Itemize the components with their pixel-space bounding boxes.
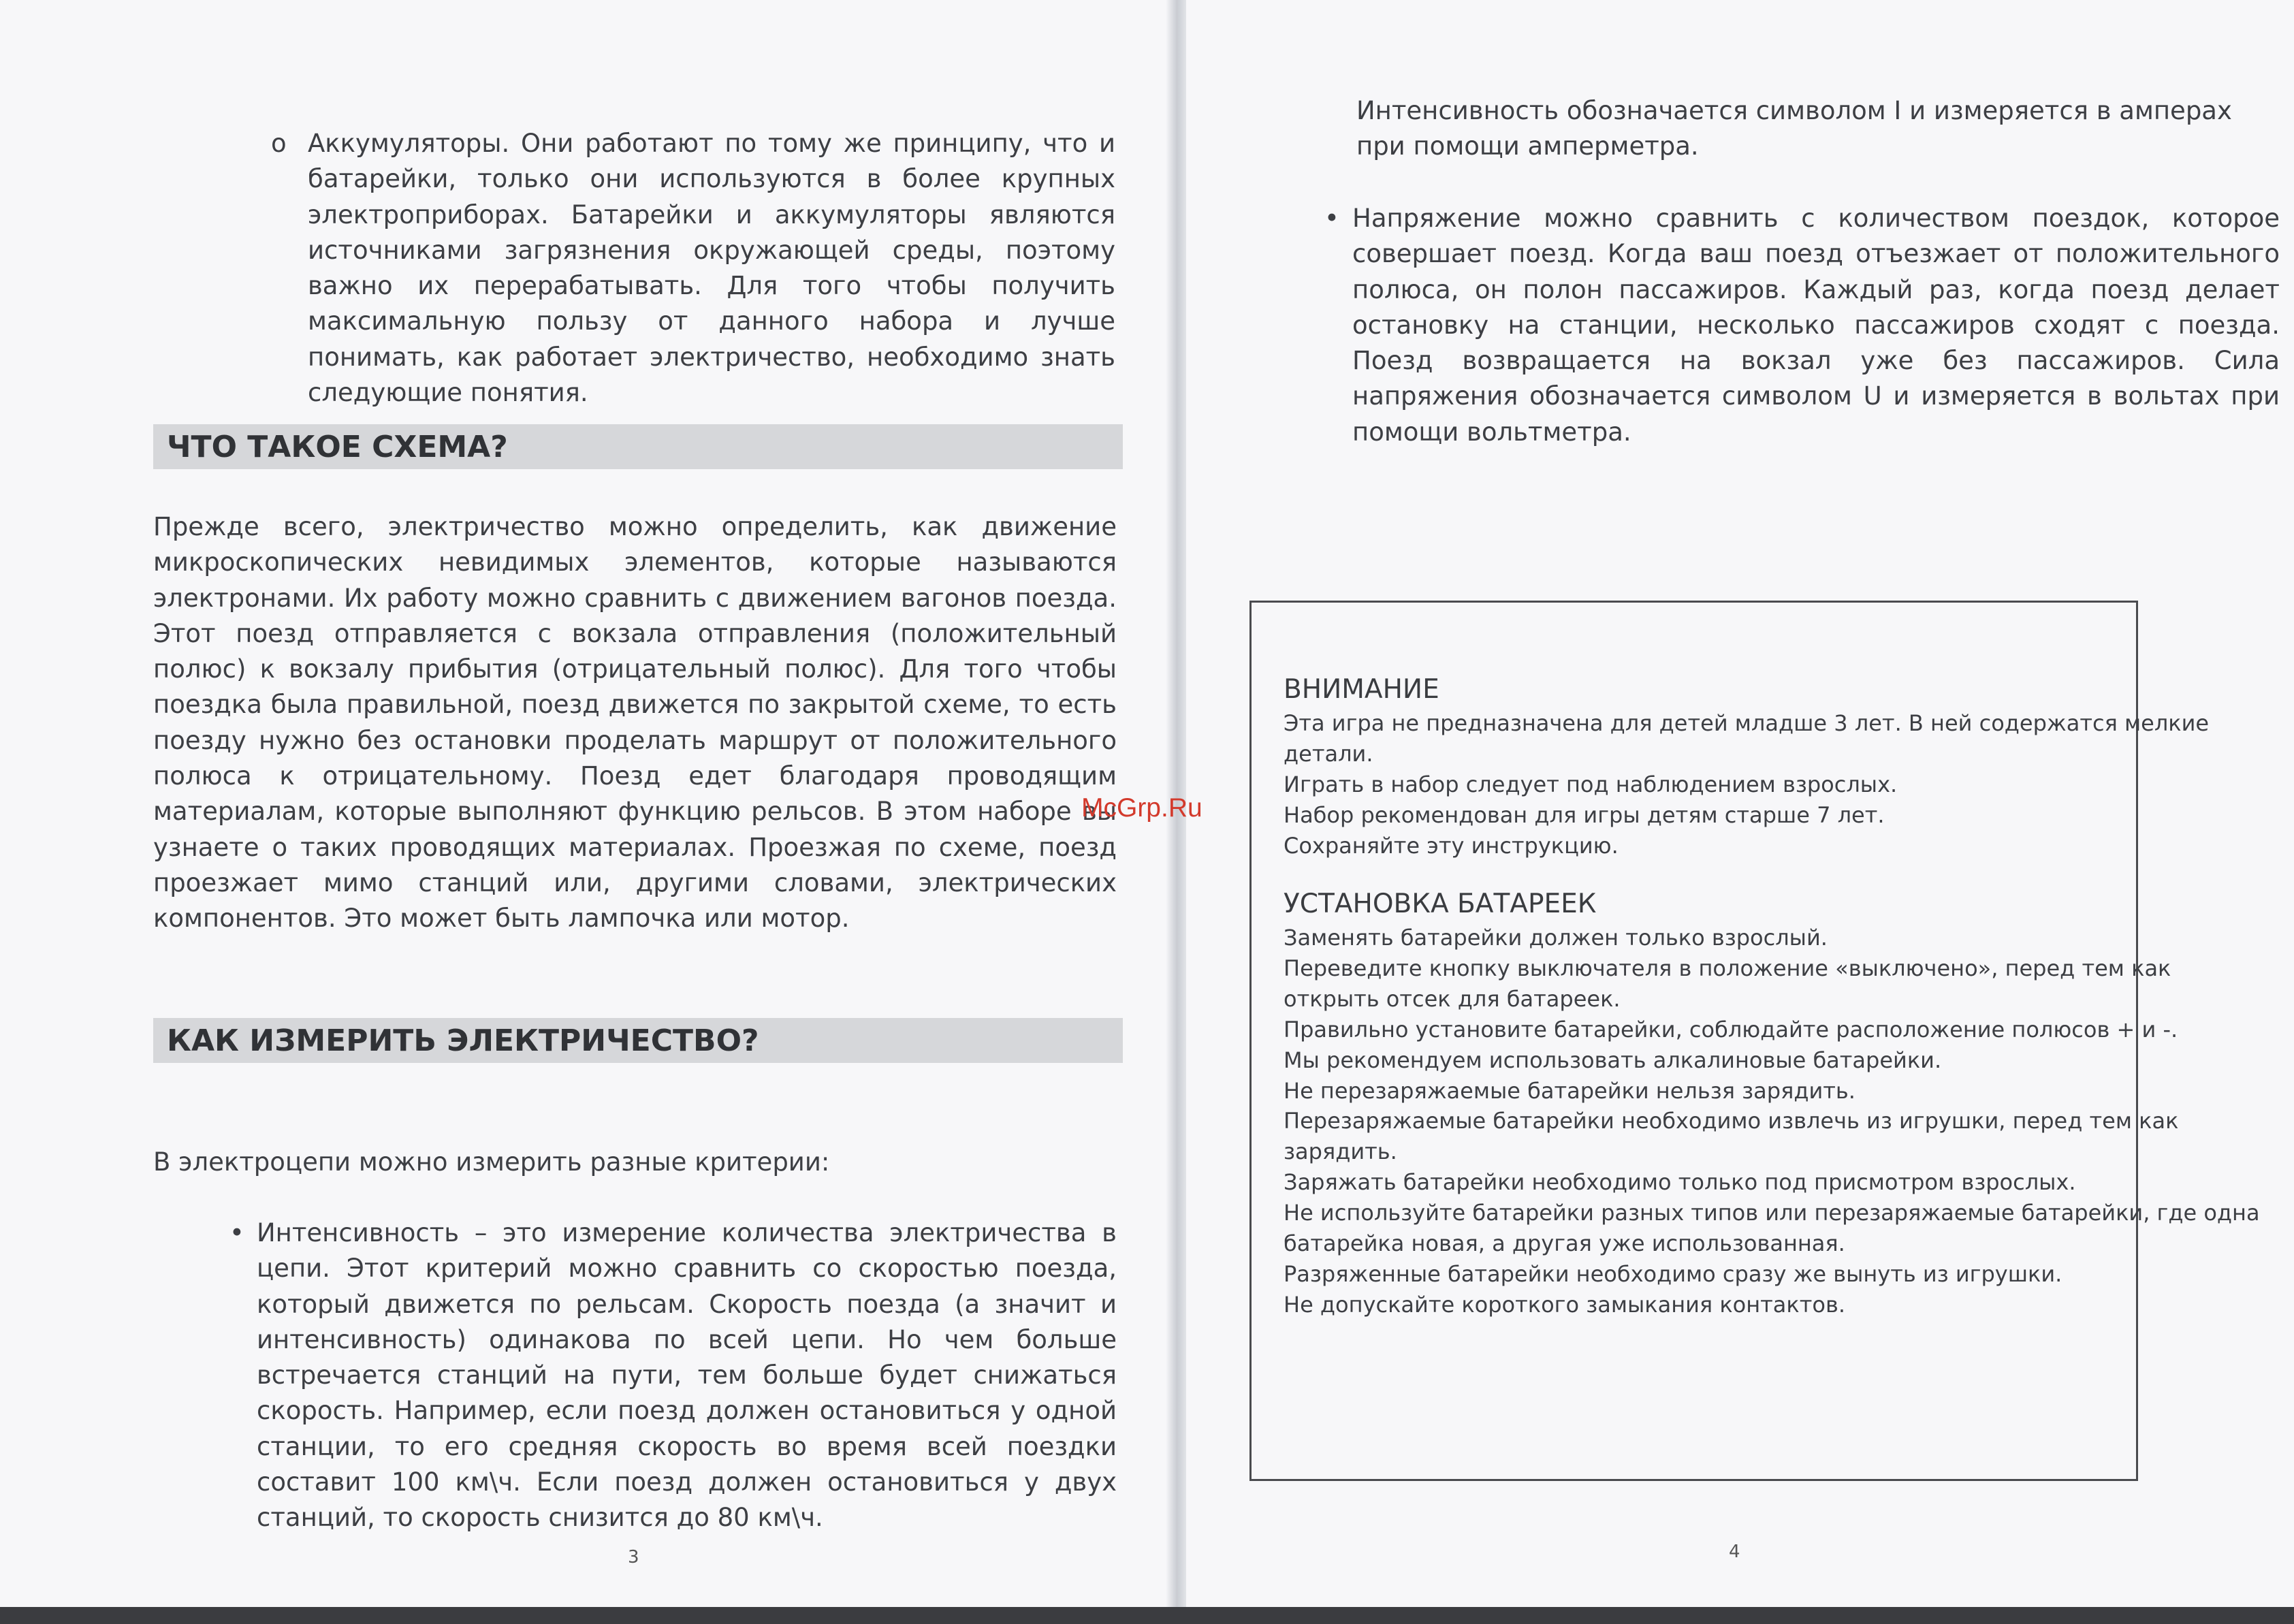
battery-line: Правильно установите батарейки, соблюдайте расположение полюсов + и -. [1284,1016,2178,1042]
warning-line: Эта игра не предназначена для детей младше 3 лет. В ней содержатся мелкие [1284,710,2210,736]
battery-line: открыть отсек для батареек. [1284,985,1621,1012]
watermark-logo: McGrp.Ru [1081,793,1202,823]
battery-installation-lines [1284,923,2260,1320]
warning-title: ВНИМАНИЕ [1284,674,1439,705]
battery-line: Мы рекомендуем использовать алкалиновые батарейки. [1284,1047,1942,1073]
warning-line: Набор рекомендован для игры детям старше 7 лет. [1284,801,1885,828]
batteries-paragraph: Аккумуляторы. Они работают по тому же принципу, что и батарейки, только они используются в более крупных электроприборах. Батарейки и аккумуляторы являются источниками загрязнения окружающей среды, поэтому важно их перерабатывать. Для того чтобы получить максимальную пользу от данного набора и лучше понимать, как работает электричество, необходимо знать следующие понятия. [308,129,1115,408]
warning-line: Сохраняйте эту инструкцию. [1284,832,1619,859]
page-number-4: 4 [1729,1542,1740,1562]
circuit-paragraph: Прежде всего, электричество можно определить, как движение микроскопических невидимых элементов, которые называются электронами. Их работу можно сравнить с движением вагонов поезда. Этот поезд отправляется с вокзала отправления (положительный полюс) к вокзалу прибытия (отрицательный полюс). Для того чтобы поездка была правильной, поезд движется по закрытой схеме, то есть поезду нужно без остановки проделать маршрут от положительного полюса к отрицательному. Поезд едет благодаря проводящим материалам, которые выполняют функцию рельсов. В этом наборе вы узнаете о таких проводящих материалах. Проезжая по схеме, поезд проезжает мимо станций или, другими словами, электрических компонентов. Это может быть лампочка или мотор. [153,512,1117,934]
bullet-intensity: • [229,1218,244,1247]
intensity-continued: Интенсивность обозначается символом I и измеряется в амперах при помощи амперметра. [1356,96,2232,161]
battery-line: Не используйте батарейки разных типов или перезаряжаемые батарейки, где одна [1284,1200,2260,1226]
battery-line: Не перезаряжаемые батарейки нельзя зарядить. [1284,1077,1855,1104]
heading-what-is-circuit [153,424,1123,469]
warning-line: детали. [1284,740,1373,767]
battery-line: Заряжать батарейки необходимо только под присмотром взрослых. [1284,1169,2076,1196]
battery-line: Заменять батарейки должен только взрослый. [1284,925,1828,951]
battery-line: Перезаряжаемые батарейки необходимо извлечь из игрушки, перед тем как [1284,1108,2179,1134]
battery-installation-title: УСТАНОВКА БАТАРЕЕК [1284,889,1597,919]
battery-line: Разряженные батарейки необходимо сразу же вынуть из игрушки. [1284,1260,2062,1287]
bullet-voltage: • [1324,204,1339,233]
warning-line: Играть в набор следует под наблюдением взрослых. [1284,771,1898,797]
heading-how-to-measure [153,1018,1123,1063]
page-number-3: 3 [628,1547,639,1567]
battery-line: Переведите кнопку выключателя в положение «выключено», перед тем как [1284,955,2171,981]
heading-what-is-circuit-text: ЧТО ТАКОЕ СХЕМА? [167,429,508,464]
battery-line: зарядить. [1284,1139,1397,1165]
warning-lines [1284,708,2210,861]
measure-intro: В электроцепи можно измерить разные критерии: [153,1147,830,1177]
safety-warning-box [1249,601,2260,1481]
scan-bottom-edge [0,1607,2294,1624]
list-marker-o: o [271,129,287,158]
voltage-paragraph: Напряжение можно сравнить с количеством поездок, которое совершает поезд. Когда ваш поезд отъезжает от положительного полюса, он полон пассажиров. Каждый раз, когда поезд делает остановку на станции, несколько пассажиров сходят с поезда. Поезд возвращается на вокзал уже без пассажиров. Сила напряжения обозначается символом U и измеряется в вольтах при помощи вольтметра. [1352,204,2280,447]
intensity-paragraph: Интенсивность – это измерение количества электричества в цепи. Этот критерий можно сравнить со скоростью поезда, который движется по рельсам. Скорость поезда (а значит и интенсивность) одинакова по всей цепи. Но чем больше встречается станций на пути, тем больше будет снижаться скорость. Например, если поезд должен остановиться у одной станции, то его средняя скорость во время всей поездки составит 100 км\ч. Если поезд должен остановиться у двух станций, то скорость снизится до 80 км\ч. [257,1218,1117,1533]
battery-line: батарейка новая, а другая уже использованная. [1284,1230,1845,1257]
heading-how-to-measure-text: КАК ИЗМЕРИТЬ ЭЛЕКТРИЧЕСТВО? [167,1023,759,1058]
battery-line: Не допускайте короткого замыкания контактов. [1284,1291,1845,1318]
